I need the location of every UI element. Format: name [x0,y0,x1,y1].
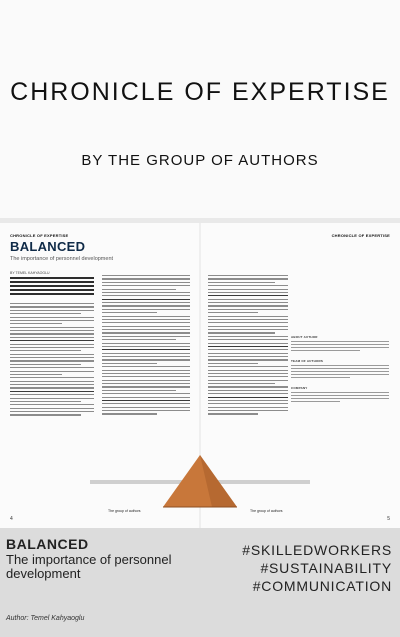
cover-subtitle: BY THE GROUP OF AUTHORS [81,152,319,169]
text-line [208,376,288,377]
text-line [102,292,190,293]
text-line [208,370,288,371]
text-line [10,391,94,392]
text-line [10,354,94,355]
intro-paragraph [10,277,94,297]
text-line [208,397,288,398]
text-line [208,410,288,411]
text-line [208,312,258,313]
text-line [102,322,190,323]
article-byline: BY TEMEL KAHYAOGLU [10,271,50,275]
text-line [208,407,288,408]
text-line [10,398,94,399]
title-banner [0,528,400,637]
page-number-left: 4 [10,516,13,522]
text-line [102,393,190,394]
text-line [102,332,190,333]
text-line [102,285,190,286]
text-line [102,305,190,306]
text-line [10,401,81,402]
text-line [208,380,288,381]
text-line [10,350,81,351]
text-line [10,340,94,341]
text-line [208,282,275,283]
text-line [102,346,190,347]
hashtag: #COMMUNICATION [252,578,392,594]
text-line [208,302,288,303]
text-line [208,329,288,330]
text-line [102,403,190,404]
hashtag: #SKILLEDWORKERS [242,542,392,558]
text-line [102,400,190,401]
text-line [10,404,94,405]
note-heading: ABOUT AUTHOR [291,335,318,339]
text-line [10,323,62,324]
text-line [102,282,190,283]
text-line [10,408,94,409]
text-line [208,386,288,387]
text-line [208,383,275,384]
text-line [10,330,94,331]
text-line [102,316,190,317]
text-line [208,285,288,286]
text-line [10,333,94,334]
hashtag: #SUSTAINABILITY [260,560,392,576]
text-line [102,349,190,350]
page-number-right: 5 [387,516,390,522]
text-line [10,313,81,314]
magazine-spread [0,223,400,529]
note-about-author [291,335,389,351]
text-line [208,316,288,317]
text-line [208,299,288,300]
note-heading: COMPANY [291,386,308,390]
hashtag-list [242,541,392,595]
text-line [208,403,288,404]
text-line [10,377,94,378]
text-line [10,310,94,311]
text-line [10,381,94,382]
text-line [102,410,190,411]
text-line [208,349,288,350]
text-line [102,397,190,398]
banner-subtitle: The importance of personnel development [6,552,172,581]
text-line [102,407,190,408]
text-line [102,289,176,290]
text-line [208,353,288,354]
text-line [208,359,288,360]
text-line [208,400,288,401]
text-line [208,289,288,290]
text-line [10,317,94,318]
text-line [10,371,94,372]
text-line [10,327,94,328]
text-line [102,336,190,337]
text-line [102,295,190,296]
text-line [208,373,288,374]
illustration-caption-left: The group of authors [108,509,141,513]
text-line [102,353,190,354]
text-line [208,332,275,333]
text-line [208,343,288,344]
text-line [102,278,190,279]
text-line [102,366,190,367]
text-line [102,359,190,360]
text-line [102,275,190,276]
text-line [208,326,288,327]
note-heading: TEAM OF AUTHORS [291,359,324,363]
illustration-caption-right: The group of authors [250,509,283,513]
text-line [102,370,190,371]
text-line [208,413,258,414]
text-line [102,413,157,414]
text-line [208,322,288,323]
running-head-right: CHRONICLE OF EXPERTISE [331,233,390,238]
text-line [10,306,94,307]
text-line [102,326,190,327]
text-line [208,292,288,293]
text-line [10,347,94,348]
text-line [208,278,288,279]
note-team [291,359,389,378]
text-line [102,339,176,340]
text-line [10,367,94,368]
text-line [102,299,190,300]
cover-page [0,0,400,218]
text-line [102,363,157,364]
cover-title: CHRONICLE OF EXPERTISE [10,78,390,106]
body-column-1 [10,303,94,418]
text-line [208,305,288,306]
author-notes [291,275,389,410]
text-line [10,360,94,361]
text-line [102,380,190,381]
text-line [10,303,94,304]
text-line [10,337,94,338]
text-line [10,414,81,415]
text-line [10,364,81,365]
text-line [10,357,94,358]
text-line [102,312,157,313]
text-line [208,339,288,340]
text-line [10,384,94,385]
text-line [208,309,288,310]
text-line [208,390,288,391]
text-line [10,387,94,388]
text-line [102,343,190,344]
text-line [102,386,190,387]
text-line [10,411,94,412]
text-line [102,383,190,384]
running-head-left: CHRONICLE OF EXPERTISE [10,233,69,238]
text-line [208,275,288,276]
banner-author: Author: Temel Kahyaoglu [6,615,85,622]
text-line [102,390,176,391]
text-line [102,329,190,330]
text-line [10,320,94,321]
article-lead: The importance of personnel development [10,256,114,262]
text-line [102,373,190,374]
text-line [208,295,288,296]
text-line [102,356,190,357]
text-line [10,374,62,375]
text-line [10,394,94,395]
banner-title: BALANCED [6,536,89,552]
note-company [291,386,389,402]
balance-illustration [0,421,400,521]
text-line [208,393,288,394]
body-column-2 [102,275,190,417]
article-title: BALANCED [10,239,86,254]
text-line [208,366,288,367]
text-line [10,344,94,345]
text-line [102,376,190,377]
text-line [208,336,288,337]
text-line [208,346,288,347]
text-line [102,319,190,320]
text-line [208,356,288,357]
body-column-3 [208,275,288,417]
text-line [208,363,258,364]
text-line [208,319,288,320]
text-line [102,302,190,303]
text-line [102,309,190,310]
